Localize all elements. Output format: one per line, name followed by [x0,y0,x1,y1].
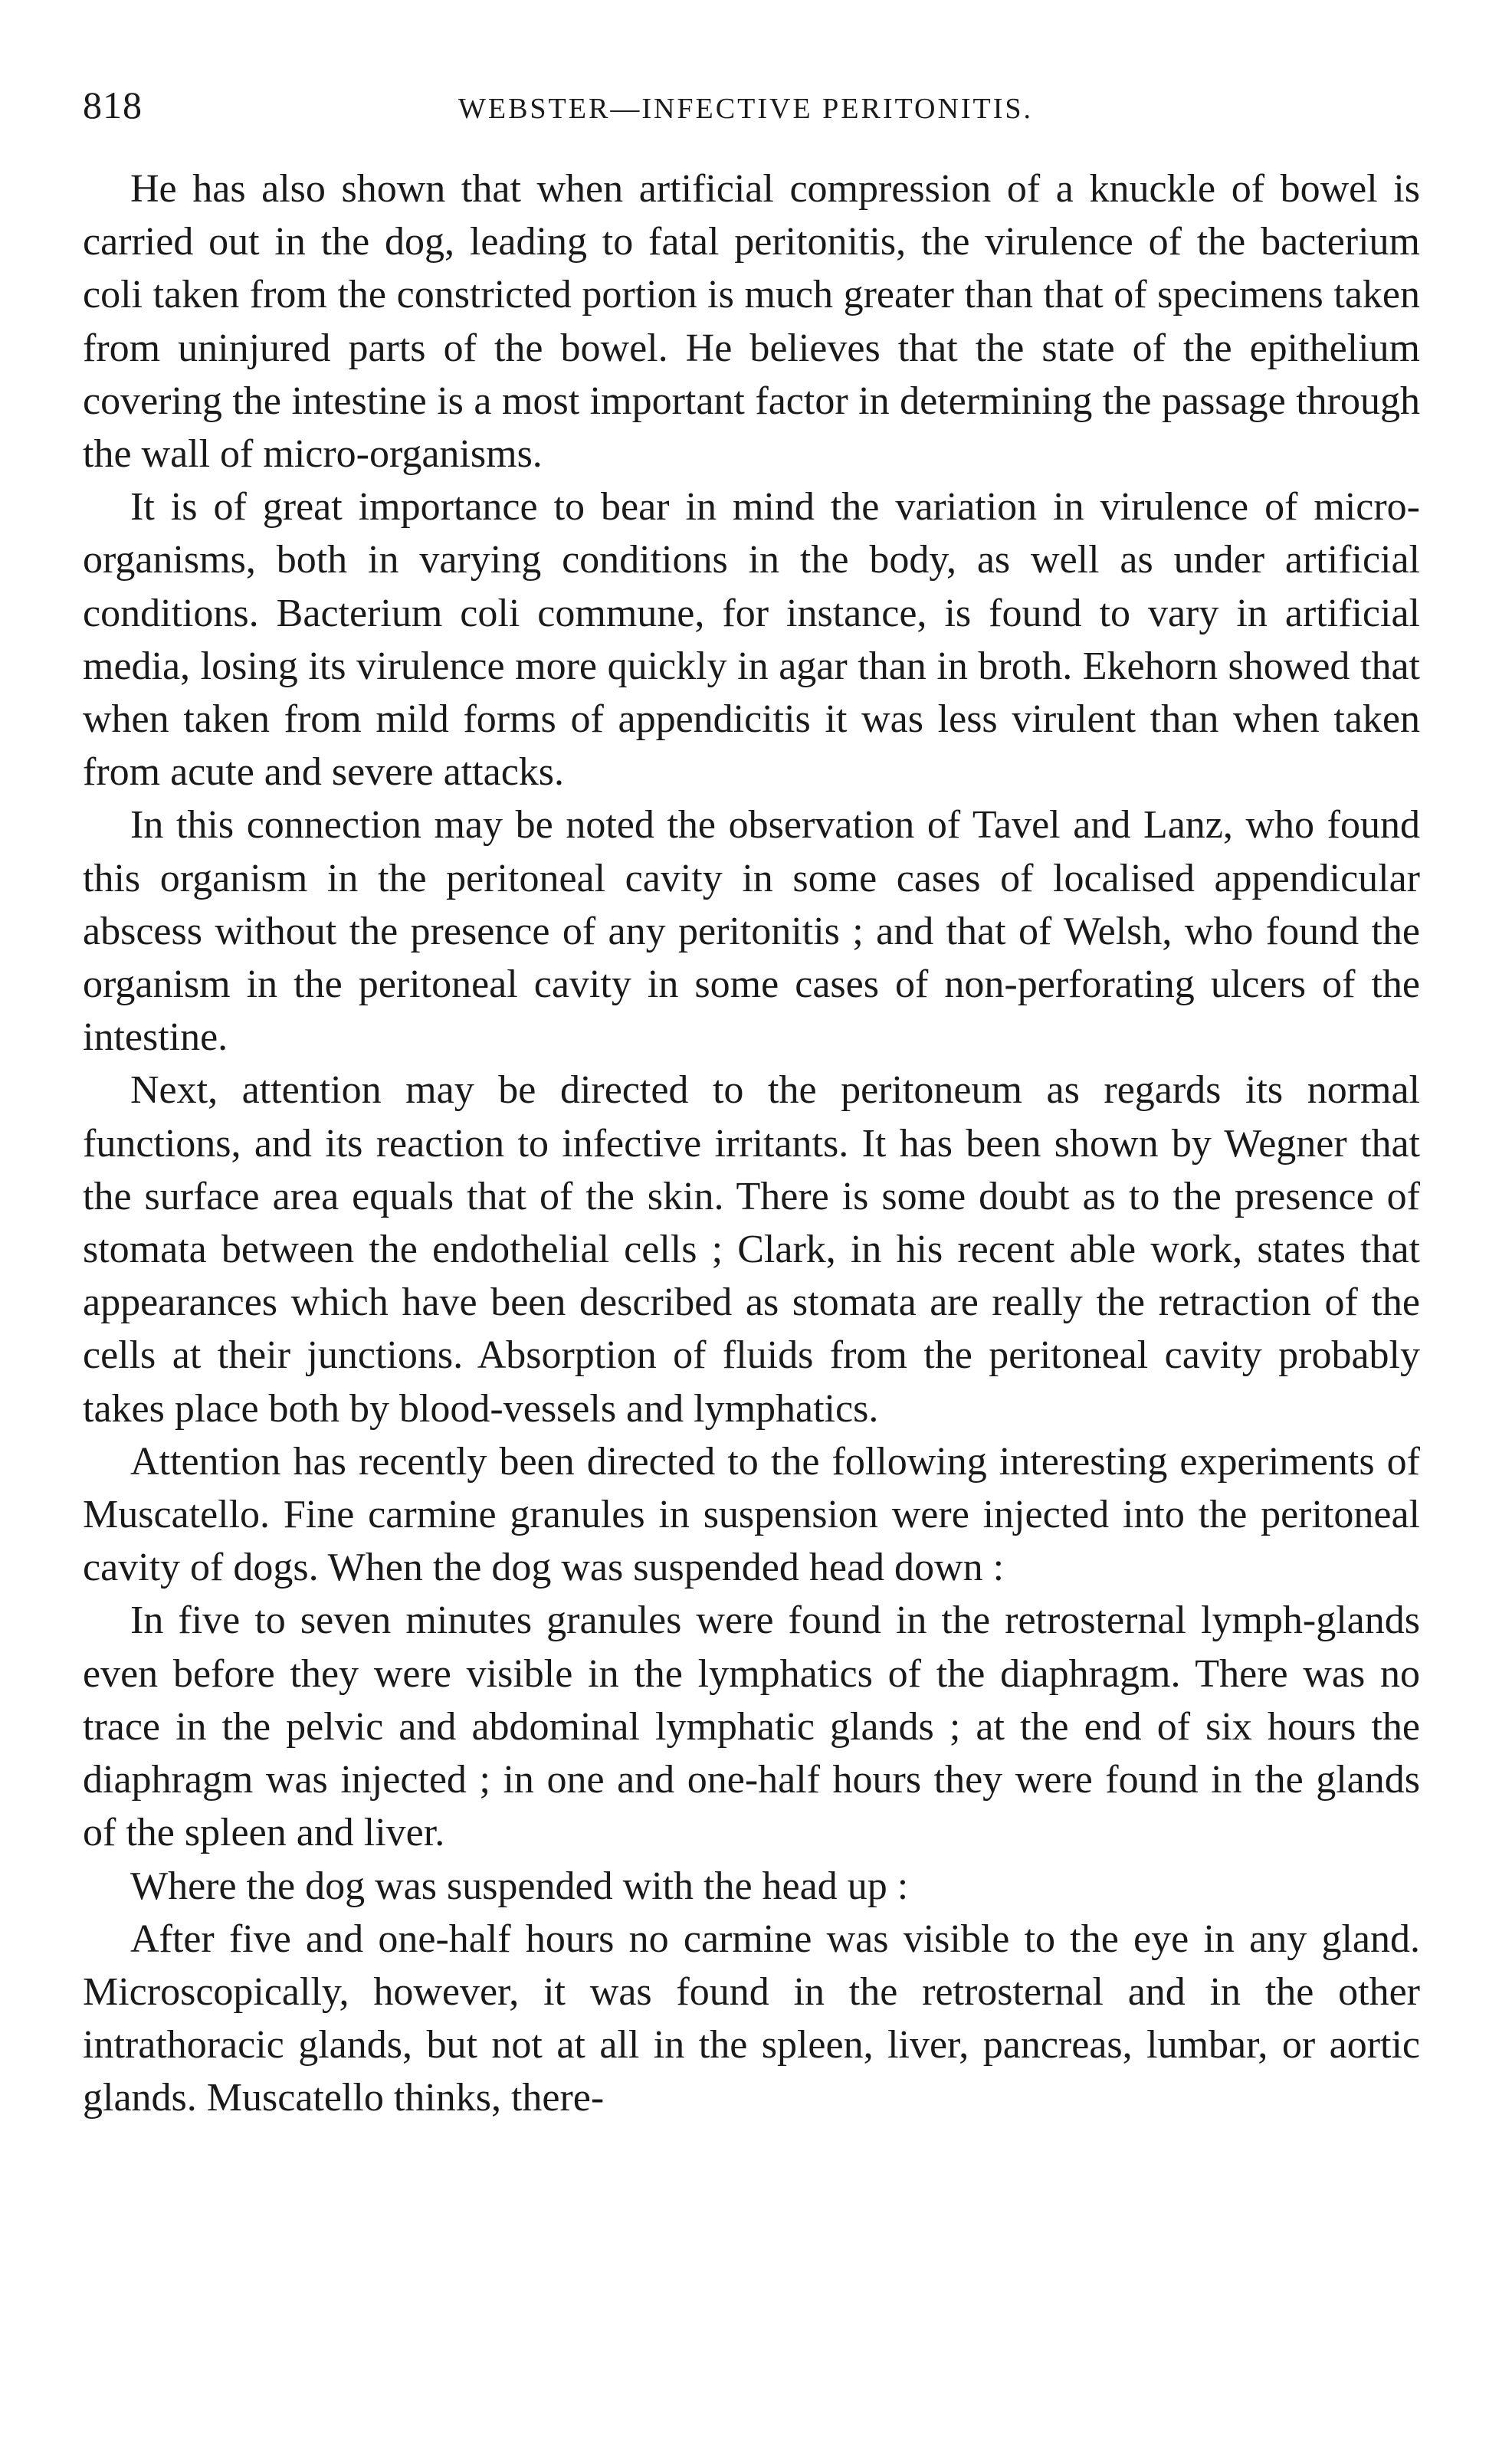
paragraph-peritoneum-functions: Next, attention may be directed to the peritoneum as regards its normal functions, and its reaction to infective irritants. It has been shown by Wegner that the surface area equals that of the skin. There is some doubt as to the presence of stomata between the endothelial cells ; Clark, in his recent able work, states that appearances which have been described as stomata are really the retraction of the cells at their junctions. Absorption of fluids from the peritoneal cavity probably takes place both by blood-vessels and lymphatics. [83,1068,1420,1431]
paragraph-head-up-intro: Where the dog was suspended with the head up : [130,1864,909,1908]
paragraph-compression-experiment: He has also shown that when artificial compression of a knuckle of bowel is carried out in the dog, leading to fatal peritonitis, the virulence of the bacterium coli taken from the constricted portion is much greater than that of specimens taken from uninjured parts of the bowel. He believes that the state of the epithelium covering the intestine is a most important factor in determining the passage through the wall of micro-organisms. [83,167,1420,477]
page-number: 818 [83,84,143,126]
book-page [83,83,1420,2125]
running-title: WEBSTER—INFECTIVE PERITONITIS. [458,93,1034,125]
paragraph-tavel-lanz-observation: In this connection may be noted the observation of Tavel and Lanz, who found this organism in the peritoneal cavity in some cases of localised appendicular abscess without the presence of any peritonitis ; and that of Welsh, who found the organism in the peritoneal cavity in some cases of non-perforating ulcers of the intestine. [83,803,1420,1060]
body-text [83,162,1420,2125]
paragraph-virulence-variation: It is of great importance to bear in mind the variation in virulence of micro-organisms, both in varying conditions in the body, as well as under artificial conditions. Bacterium coli commune, for instance, is found to vary in artificial media, losing its virulence more quickly in agar than in broth. Ekehorn showed that when taken from mild forms of appendicitis it was less virulent than when taken from acute and severe attacks. [83,485,1420,795]
paragraph-head-up-results: After five and one-half hours no carmine was visible to the eye in any gland. Microscopically, however, it was found in the retrosternal and in the other intrathoracic glands, but not at all in the spleen, liver, pancreas, lumbar, or aortic glands. Muscatello thinks, there- [83,1917,1420,2120]
paragraph-muscatello-experiments: Attention has recently been directed to the following interesting experiments of Muscatello. Fine carmine granules in suspension were injected into the peritoneal cavity of dogs. When the dog was suspended head down : [83,1439,1420,1590]
running-head [83,83,1420,136]
paragraph-head-down-results: In five to seven minutes granules were found in the retrosternal lymph-glands even before they were visible in the lymphatics of the diaphragm. There was no trace in the pelvic and abdominal lymphatic glands ; at the end of six hours the diaphragm was injected ; in one and one-half hours they were found in the glands of the spleen and liver. [83,1599,1420,1855]
